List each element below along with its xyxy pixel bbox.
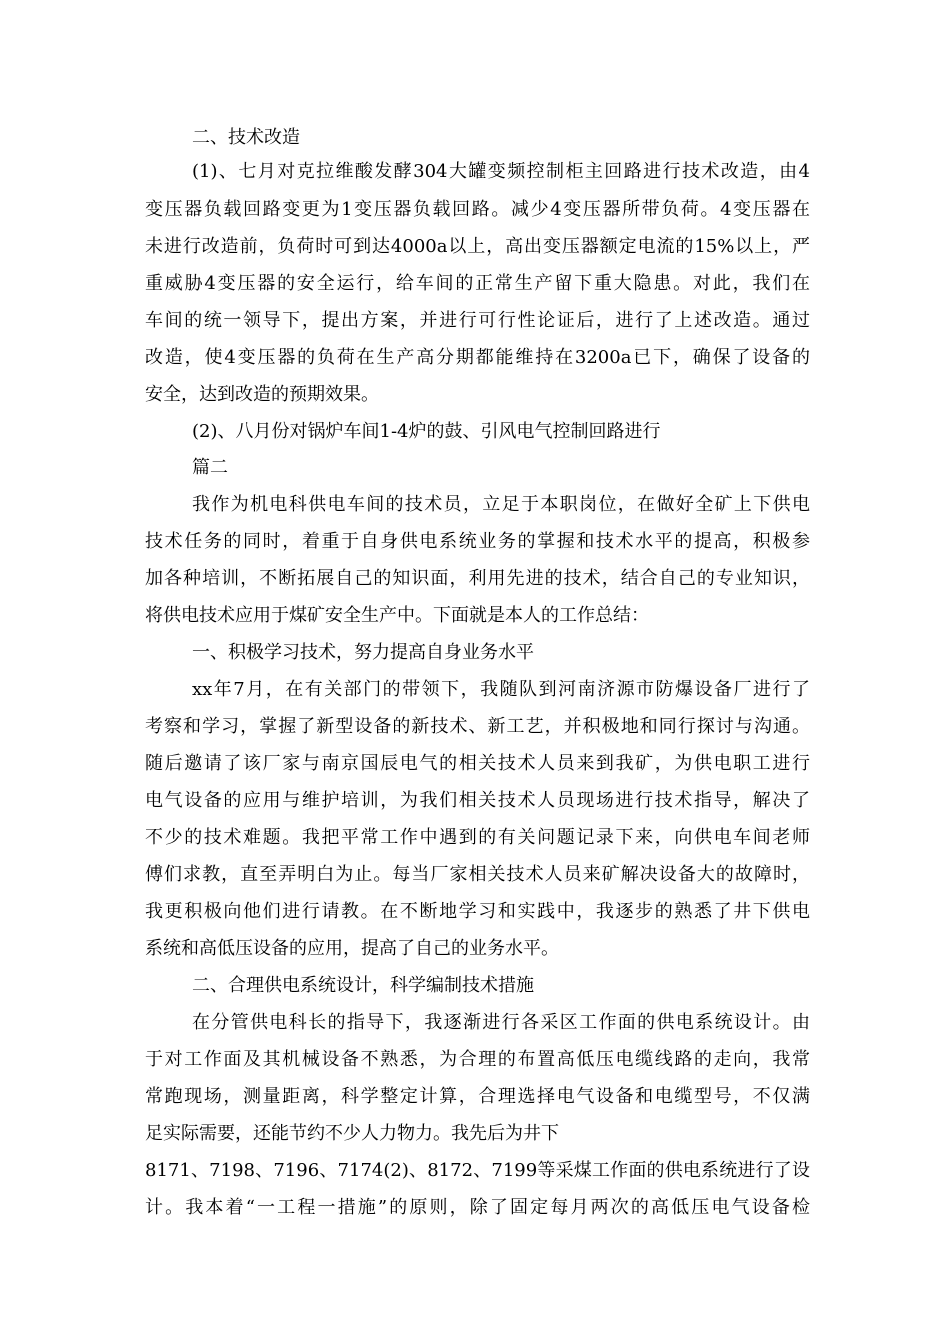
paragraph-line: 傅们求教，直至弄明白为止。每当厂家相关技术人员来矿解决设备大的故障时，: [145, 864, 810, 885]
paragraph-line: 电气设备的应用与维护培训，为我们相关技术人员现场进行技术指导，解决了: [145, 790, 810, 811]
paragraph-line: xx年7月，在有关部门的带领下，我随队到河南济源市防爆设备厂进行了: [192, 679, 810, 700]
heading-tech-renovation: 二、技术改造: [192, 127, 300, 148]
paragraph-line: 变压器负载回路变更为1变压器负载回路。减少4变压器所带负荷。4变压器在: [145, 199, 810, 220]
paragraph-line: 计。我本着“一工程一措施”的原则，除了固定每月两次的高低压电气设备检: [145, 1197, 810, 1218]
paragraph-line: 加各种培训，不断拓展自己的知识面，利用先进的技术，结合自己的专业知识，: [145, 568, 810, 589]
section-heading-part-two: 篇二: [192, 457, 228, 478]
paragraph-line: 常跑现场，测量距离，科学整定计算，合理选择电气设备和电缆型号，不仅满: [145, 1086, 810, 1107]
paragraph-line: (1)、七月对克拉维酸发酵304大罐变频控制柜主回路进行技术改造，由4: [192, 161, 810, 182]
paragraph-line: 未进行改造前，负荷时可到达4000a以上，高出变压器额定电流的15%以上，严: [145, 236, 810, 257]
paragraph-line: 改造，使4变压器的负荷在生产高分期都能维持在3200a已下，确保了设备的: [145, 347, 810, 368]
paragraph-line: 不少的技术难题。我把平常工作中遇到的有关问题记录下来，向供电车间老师: [145, 827, 810, 848]
paragraph-line: 我作为机电科供电车间的技术员，立足于本职岗位，在做好全矿上下供电: [192, 494, 810, 515]
subheading-learning: 一、积极学习技术，努力提高自身业务水平: [192, 642, 534, 663]
paragraph-line: 在分管供电科长的指导下，我逐渐进行各采区工作面的供电系统设计。由: [192, 1012, 810, 1033]
paragraph-line: 于对工作面及其机械设备不熟悉，为合理的布置高低压电缆线路的走向，我常: [145, 1049, 810, 1070]
paragraph-line: 车间的统一领导下，提出方案，并进行可行性论证后，进行了上述改造。通过: [145, 310, 810, 331]
paragraph-line: 足实际需要，还能节约不少人力物力。我先后为井下: [145, 1123, 559, 1144]
paragraph-line: 考察和学习，掌握了新型设备的新技术、新工艺，并积极地和同行探讨与沟通。: [145, 716, 810, 737]
paragraph-line: 我更积极向他们进行请教。在不断地学习和实践中，我逐步的熟悉了井下供电: [145, 901, 810, 922]
paragraph-line: 将供电技术应用于煤矿安全生产中。下面就是本人的工作总结：: [145, 605, 649, 626]
paragraph-line: (2)、八月份对锅炉车间1-4炉的鼓、引风电气控制回路进行: [192, 421, 661, 442]
paragraph-line: 系统和高低压设备的应用，提高了自己的业务水平。: [145, 938, 559, 959]
paragraph-line: 技术任务的同时，着重于自身供电系统业务的掌握和技术水平的提高，积极参: [145, 531, 810, 552]
paragraph-line: 安全，达到改造的预期效果。: [145, 384, 379, 405]
subheading-system-design: 二、合理供电系统设计，科学编制技术措施: [192, 975, 534, 996]
paragraph-line: 随后邀请了该厂家与南京国辰电气的相关技术人员来到我矿，为供电职工进行: [145, 753, 810, 774]
paragraph-line: 重威胁4变压器的安全运行，给车间的正常生产留下重大隐患。对此，我们在: [145, 273, 810, 294]
paragraph-line: 8171、7198、7196、7174(2)、8172、7199等采煤工作面的供电系统进行了设: [145, 1160, 810, 1181]
